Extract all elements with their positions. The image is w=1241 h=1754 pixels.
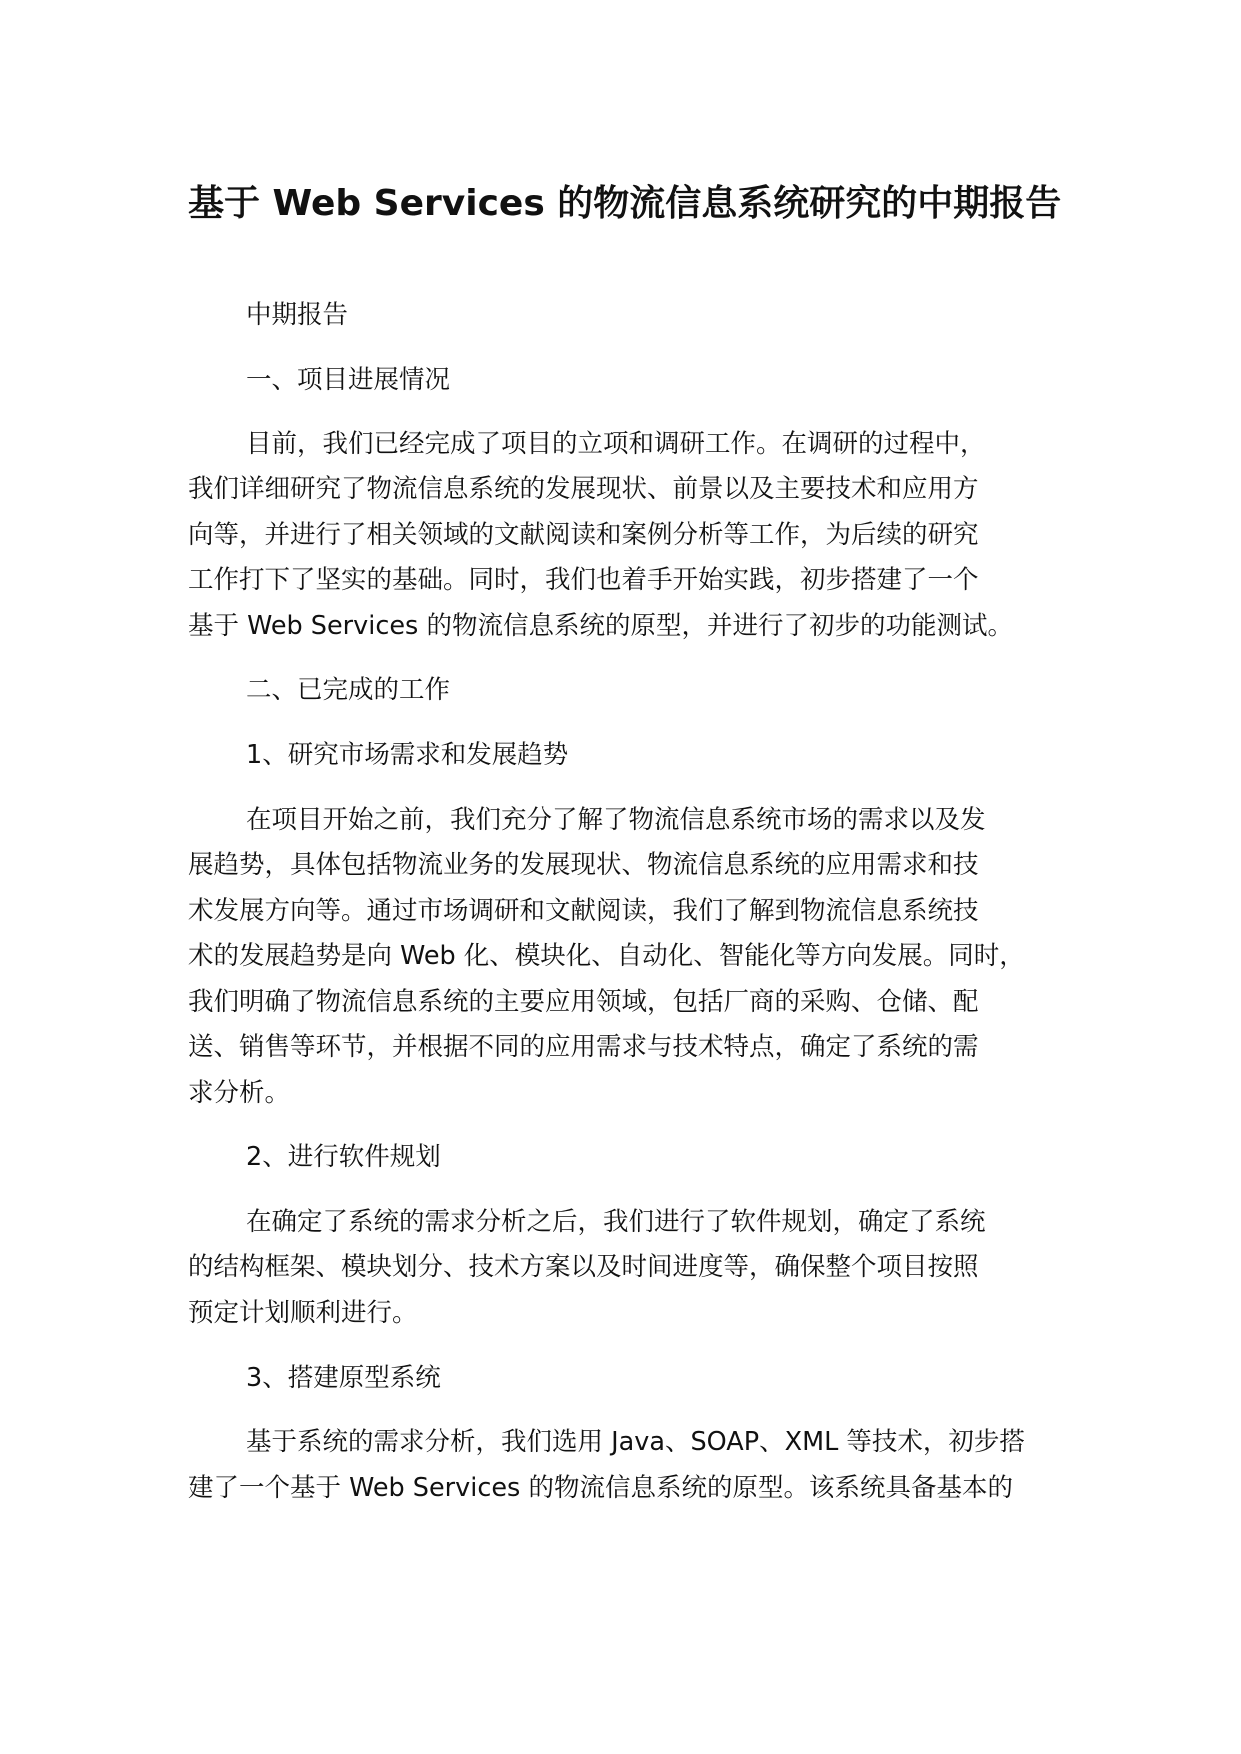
section-1-line: 我们详细研究了物流信息系统的发展现状、前景以及主要技术和应用方: [188, 474, 979, 504]
document-title: 基于 Web Services 的物流信息系统研究的中期报告: [188, 183, 1062, 224]
report-label: 中期报告: [246, 300, 349, 330]
section-1-heading: 一、项目进展情况: [246, 365, 451, 395]
section-1-line: 向等，并进行了相关领域的文献阅读和案例分析等工作，为后续的研究: [188, 520, 979, 550]
subsection-1-line: 术发展方向等。通过市场调研和文献阅读，我们了解到物流信息系统技: [188, 896, 979, 926]
subsection-3-line: 建了一个基于 Web Services 的物流信息系统的原型。该系统具备基本的: [188, 1473, 1013, 1503]
subsection-2-line: 在确定了系统的需求分析之后，我们进行了软件规划，确定了系统: [246, 1207, 986, 1237]
subsection-2-line: 的结构框架、模块划分、技术方案以及时间进度等，确保整个项目按照: [188, 1252, 979, 1282]
section-1-line: 基于 Web Services 的物流信息系统的原型，并进行了初步的功能测试。: [188, 611, 1013, 641]
subsection-2-heading: 2、进行软件规划: [246, 1142, 441, 1172]
section-1-line: 工作打下了坚实的基础。同时，我们也着手开始实践，初步搭建了一个: [188, 565, 979, 595]
subsection-1-line: 术的发展趋势是向 Web 化、模块化、自动化、智能化等方向发展。同时，: [188, 941, 1025, 971]
subsection-1-line: 展趋势，具体包括物流业务的发展现状、物流信息系统的应用需求和技: [188, 850, 979, 880]
subsection-1-line: 送、销售等环节，并根据不同的应用需求与技术特点，确定了系统的需: [188, 1032, 979, 1062]
section-2-heading: 二、已完成的工作: [246, 675, 451, 705]
subsection-1-line: 求分析。: [188, 1078, 291, 1108]
subsection-1-heading: 1、研究市场需求和发展趋势: [246, 740, 569, 770]
subsection-3-line: 基于系统的需求分析，我们选用 Java、SOAP、XML 等技术，初步搭: [246, 1427, 1025, 1457]
subsection-2-line: 预定计划顺利进行。: [188, 1298, 418, 1328]
section-1-line: 目前，我们已经完成了项目的立项和调研工作。在调研的过程中，: [246, 429, 986, 459]
subsection-1-line: 在项目开始之前，我们充分了解了物流信息系统市场的需求以及发: [246, 805, 986, 835]
subsection-1-line: 我们明确了物流信息系统的主要应用领域，包括厂商的采购、仓储、配: [188, 987, 979, 1017]
subsection-3-heading: 3、搭建原型系统: [246, 1363, 441, 1393]
